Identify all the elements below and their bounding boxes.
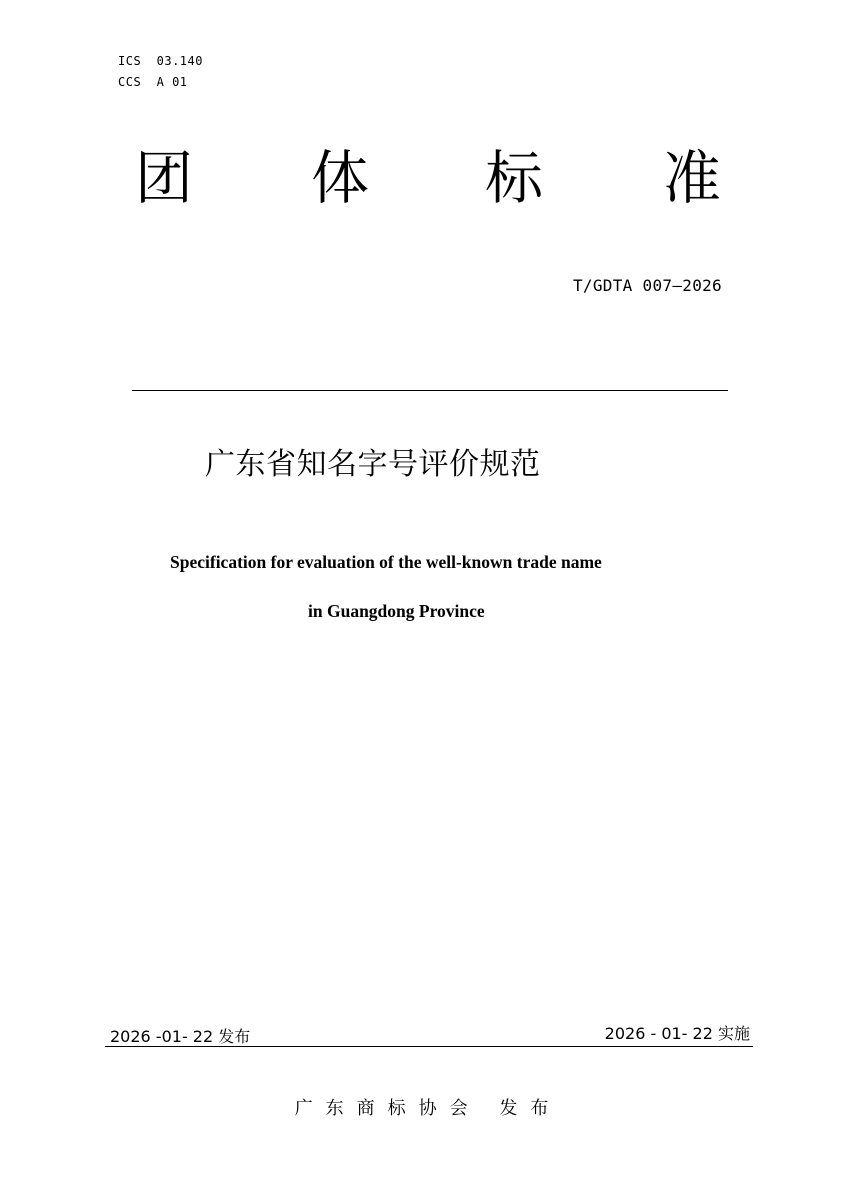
title-english-line2: in Guangdong Province: [308, 601, 485, 621]
top-divider: [132, 390, 728, 391]
bottom-divider: [105, 1046, 753, 1047]
doc-type-char: 标: [485, 144, 544, 212]
ccs-code: CCS A 01: [118, 75, 188, 89]
doc-type-char: 团: [135, 144, 194, 212]
standard-number: T/GDTA 007—2026: [573, 276, 722, 295]
publish-date: 2026 -01- 22 发布: [110, 1027, 251, 1046]
doc-type-char: 准: [663, 144, 722, 212]
ics-code: ICS 03.140: [118, 54, 203, 68]
title-english-line1: Specification for evaluation of the well-known trade name: [170, 552, 602, 572]
implement-date: 2026 - 01- 22 实施: [604, 1024, 750, 1043]
publisher: 广东商标协会 发布: [294, 1098, 562, 1119]
doc-type-char: 体: [311, 144, 370, 212]
title-chinese: 广东省知名字号评价规范: [205, 447, 541, 482]
